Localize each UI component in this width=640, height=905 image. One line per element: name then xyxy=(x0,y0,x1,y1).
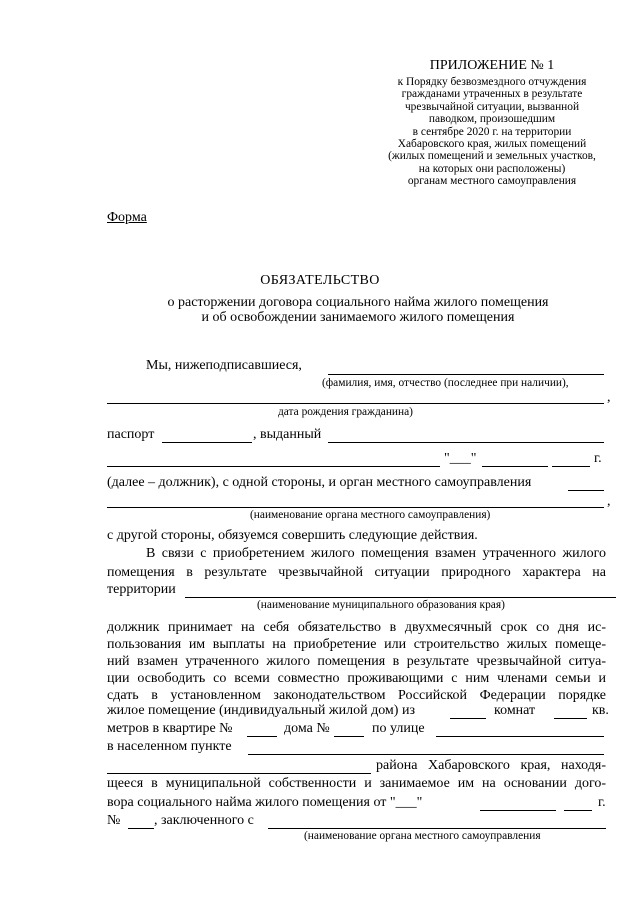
date-month-blank[interactable] xyxy=(482,466,548,467)
appendix-line: в сентябре 2020 г. на территории xyxy=(412,125,572,138)
body-line: сдать в установленном законодательством Российской Федерации порядке xyxy=(107,688,606,703)
date-day: "___" xyxy=(444,451,477,466)
apartment-number-blank[interactable] xyxy=(247,736,277,737)
signatories-prefix: Мы, нижеподписавшиеся, xyxy=(146,358,302,373)
appendix-line: к Порядку безвозмездного отчуждения xyxy=(397,76,587,88)
contract-year-blank[interactable] xyxy=(564,810,592,811)
district-text: района Хабаровского края, находя- xyxy=(376,758,606,773)
passport-label: паспорт xyxy=(107,427,155,442)
issued-by-blank[interactable] xyxy=(328,442,604,443)
signatories-name-blank[interactable] xyxy=(328,374,604,375)
appendix-line: (жилых помещений и земельных участков, xyxy=(388,150,596,163)
rooms-count-blank[interactable] xyxy=(450,718,486,719)
meters-label: метров в квартире № xyxy=(107,721,233,736)
signatories-continuation-blank[interactable] xyxy=(107,403,604,404)
appendix-header xyxy=(368,58,616,188)
body-line: пользования им выплаты на приобретение или строительство жилых помеще- xyxy=(107,637,606,652)
passport-number-blank[interactable] xyxy=(162,442,252,443)
body-line: ции освободить со всеми совместно проживающими с ним членами семьи и xyxy=(107,671,606,686)
paragraph-line: помещения в результате чрезвычайной ситуации природного характера на xyxy=(107,565,606,580)
housing-line: жилое помещение (индивидуальный жилой дом) из xyxy=(107,703,415,718)
authority-caption: (наименование органа местного самоуправления xyxy=(304,830,541,842)
appendix-line: гражданами утраченных в результате xyxy=(401,88,583,101)
issued-by-continued-blank[interactable] xyxy=(107,466,440,467)
document-subtitle xyxy=(0,295,640,325)
sqm-label: кв. xyxy=(592,703,609,718)
house-number-blank[interactable] xyxy=(334,736,364,737)
area-blank[interactable] xyxy=(554,718,587,719)
document-title: ОБЯЗАТЕЛЬСТВО xyxy=(260,273,380,288)
concluded-label: , заключенного с xyxy=(154,813,254,828)
year-suffix: г. xyxy=(598,795,606,810)
appendix-line: на которых они расположены) xyxy=(418,162,566,175)
date-year-blank[interactable] xyxy=(552,466,590,467)
signatories-caption: (фамилия, имя, отчество (последнее при наличии), xyxy=(322,377,569,389)
number-label: № xyxy=(107,813,121,828)
form-label: Форма xyxy=(107,210,147,225)
contract-date-line: вора социального найма жилого помещения от "___" xyxy=(107,795,423,810)
street-blank[interactable] xyxy=(436,736,604,737)
subtitle-line: о расторжении договора социального найма жилого помещения xyxy=(167,295,549,310)
appendix-line: Хабаровского края, жилых помещений xyxy=(397,138,587,151)
debtor-text: (далее – должник), с одной стороны, и орган местного самоуправления xyxy=(107,475,532,490)
settlement-label: в населенном пункте xyxy=(107,739,232,754)
paragraph-line: В связи с приобретением жилого помещения взамен утраченного жилого xyxy=(146,546,606,561)
authority-blank[interactable] xyxy=(568,490,604,491)
body-line: ний взамен утраченного жилого помещения в результате чрезвычайной ситуа- xyxy=(107,654,606,669)
concluded-with-blank[interactable] xyxy=(268,828,606,829)
territory-label: территории xyxy=(107,582,176,597)
appendix-line: паводком, произошедшим xyxy=(428,113,556,126)
house-label: дома № xyxy=(284,721,330,736)
appendix-line: чрезвычайной ситуации, вызванной xyxy=(404,100,580,113)
contract-number-blank[interactable] xyxy=(128,828,154,829)
appendix-line: органам местного самоуправления xyxy=(407,175,577,188)
authority-continued-blank[interactable] xyxy=(107,507,604,508)
district-blank[interactable] xyxy=(107,773,371,774)
rooms-label: комнат xyxy=(494,703,536,718)
street-label: по улице xyxy=(372,721,425,736)
body-line: должник принимает на себя обязательство в двухмесячный срок со дня ис- xyxy=(107,620,606,635)
body-paragraph xyxy=(107,620,606,705)
comma: , xyxy=(607,494,611,509)
appendix-title: ПРИЛОЖЕНИЕ № 1 xyxy=(429,58,555,73)
subtitle-line: и об освобождении занимаемого жилого помещения xyxy=(201,310,515,325)
authority-caption: (наименование органа местного самоуправления) xyxy=(250,509,491,521)
settlement-blank[interactable] xyxy=(248,754,604,755)
issued-label: , выданный xyxy=(253,427,322,442)
municipality-caption: (наименование муниципального образования края) xyxy=(257,599,505,611)
other-side-text: с другой стороны, обязуемся совершить следующие действия. xyxy=(107,528,478,543)
comma: , xyxy=(607,390,611,405)
municipal-line: щееся в муниципальной собственности и занимаемое им на основании дого- xyxy=(107,776,606,791)
municipality-blank[interactable] xyxy=(185,597,616,598)
contract-month-blank[interactable] xyxy=(480,810,556,811)
year-suffix: г. xyxy=(594,451,602,466)
birthdate-caption: дата рождения гражданина) xyxy=(278,406,413,418)
